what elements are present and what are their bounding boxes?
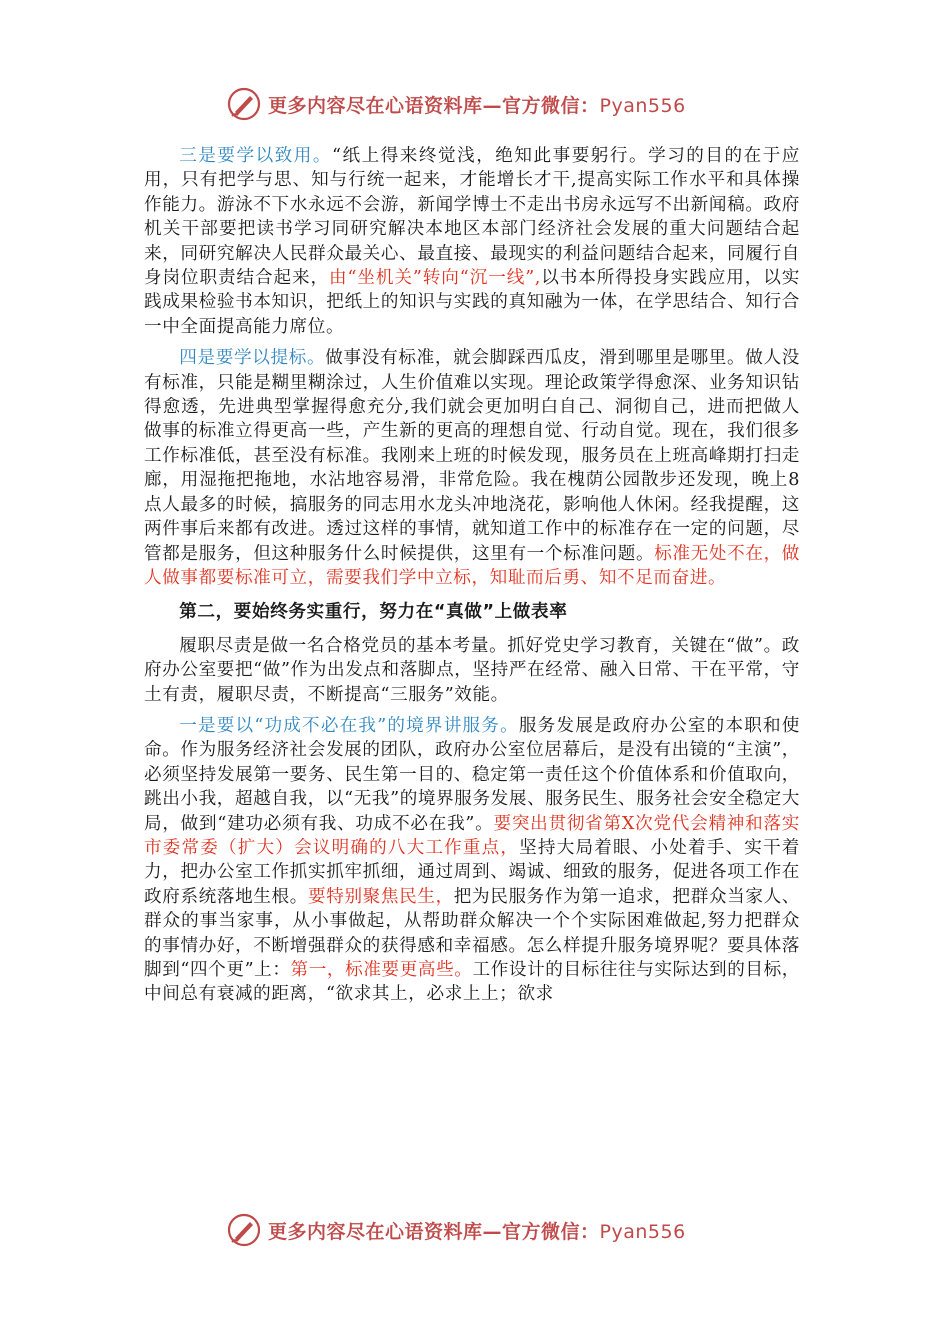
paragraph: 四是要学以提标。做事没有标准，就会脚踩西瓜皮，滑到哪里是哪里。做人没有标准，只能是糊里糊涂过，人生价值难以实现。理论政策学得愈深、业务知识钻得愈透，先进典型掌握得愈充分,我们就会更加明白自己、洞彻自己，进而把做人做事的标准立得更高一些，产生新的更高的理想自觉、行动自觉。现在，我们很多工作标准低，甚至没有标准。我刚来上班的时候发现，服务员在上班高峰期打扫走廊，用湿拖把拖地，水沾地容易滑，非常危险。我在槐荫公园散步还发现，晚上8点人最多的时候，搞服务的同志用水龙头冲地浇花，影响他人休闲。经我提醒，这两件事后来都有改进。透过这样的事情，就知道工作中的标准存在一定的问题，尽管都是服务，但这种服务什么时候提供，这里有一个标准问题。标准无处不在，做人做事都要标准可立，需要我们学中立标，知耻而后勇、知不足而奋进。 [144,348,800,588]
highlight-text: 要特别聚焦民生， [308,886,454,907]
wechat-id: Pyan556 [599,1220,686,1243]
document-body [144,144,800,1014]
header-banner [226,84,746,124]
paragraph-lead: 一是要以“功成不必在我”的境界讲服务。 [179,715,519,736]
pen-circle-logo-icon [226,86,262,122]
highlight-text: 由“坐机关”转向“沉一线”, [329,268,541,289]
paragraph-lead: 四是要学以提标。 [179,348,326,369]
paragraph-lead: 三是要学以致用。 [179,146,332,166]
highlight-text: 标准无处不在，做人做事都要标准可立，需要我们学中立标，知耻而后勇、知不足而奋进。 [144,543,800,588]
paragraph: 三是要学以致用。“纸上得来终觉浅，绝知此事要躬行。学习的目的在于应用，只有把学与思、知与行统一起来，才能增长才干,提高实际工作水平和具体操作能力。游泳不下水永远不会游，新闻学博士不走出书房永远写不出新闻稿。政府机关干部要把读书学习同研究解决本地区本部门经济社会发展的重大问题结合起来，同研究解决人民群众最关心、最直接、最现实的利益问题结合起来，同履行自身岗位职责结合起来，由“坐机关”转向“沉一线”,以书本所得投身实践应用，以实践成果检验书本知识，把纸上的知识与实践的真知融为一体，在学思结合、知行合一中全面提高能力席位。 [144,146,800,337]
highlight-text: 要突出贯彻省第X次党代会精神和落实市委常委（扩大）会议明确的八大工作重点， [144,813,800,858]
highlight-text: 第一，标准要更高些。 [290,960,473,980]
banner-text: 更多内容尽在心语资料库—官方微信：Pyan556 [268,1220,686,1243]
section-heading: 第二，要始终务实重行，努力在“真做”上做表率 [179,602,568,623]
wechat-id: Pyan556 [599,94,686,117]
paragraph: 履职尽责是做一名合格党员的基本考量。抓好党史学习教育，关键在“做”。政府办公室要把“做”作为出发点和落脚点，坚持严在经常、融入日常、干在平常，守土有责，履职尽责，不断提高“三服务”效能。 [144,635,800,705]
footer-banner [226,1210,746,1250]
banner-text: 更多内容尽在心语资料库—官方微信：Pyan556 [268,94,686,117]
paragraph: 一是要以“功成不必在我”的境界讲服务。服务发展是政府办公室的本职和使命。作为服务经济社会发展的团队，政府办公室位居幕后，是没有出镜的“主演”，必须坚持发展第一要务、民生第一目的、稳定第一责任这个价值体系和价值取向，跳出小我，超越自我，以“无我”的境界服务发展、服务民生、服务社会安全稳定大局，做到“建功必须有我、功成不必在我”。要突出贯彻省第X次党代会精神和落实市委常委（扩大）会议明确的八大工作重点，坚持大局着眼、小处着手、实干着力，把办公室工作抓实抓牢抓细，通过周到、竭诚、细致的服务，促进各项工作在政府系统落地生根。要特别聚焦民生，把为民服务作为第一追求，把群众当家人、群众的事当家事，从小事做起，从帮助群众解决一个个实际困难做起,努力把群众的事情办好，不断增强群众的获得感和幸福感。怎么样提升服务境界呢？要具体落脚到“四个更”上：第一，标准要更高些。工作设计的目标往往与实际达到的目标，中间总有衰减的距离，“欲求其上，必求上上；欲求 [144,715,801,1005]
pen-circle-logo-icon [226,1212,262,1248]
